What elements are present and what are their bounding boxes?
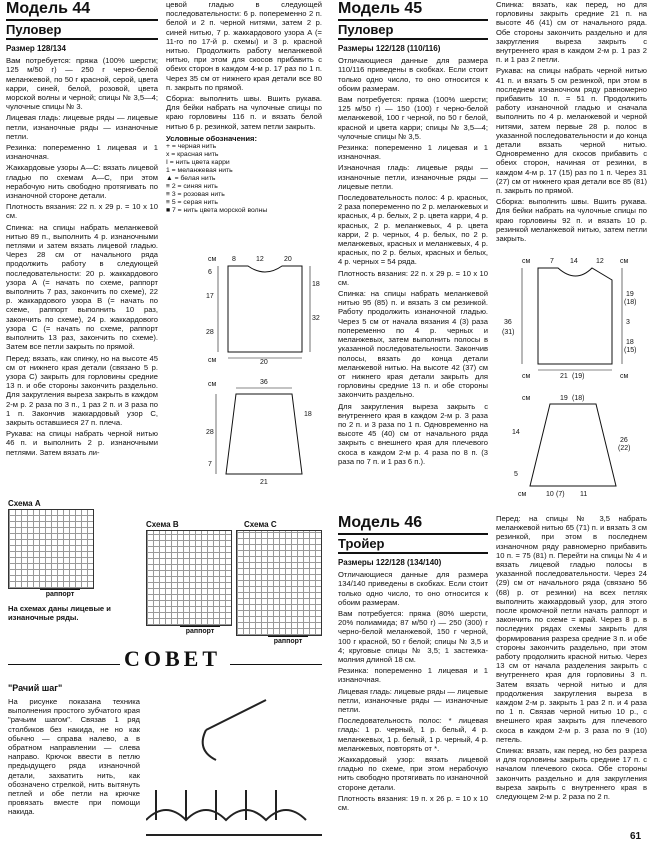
sovet-heading: СОВЕТ — [124, 646, 222, 671]
sovet-rule — [8, 664, 120, 665]
diagram-label: 7 — [208, 461, 212, 468]
model44-paragraph: Лицевая гладь: лицевые ряды — лицевые петли, изнаночные ряды — изнаночные петли. — [6, 113, 158, 141]
model45-paragraph: Спинка: на спицы набрать меланжевой нитью 95 (85) п. и вязать 3 см резинкой. Работу продолжить изнаночной гладью. Через 5 см от начала вязания 4 (3) раза попеременно по 4 р. черных и меланжевых, затем выполнить полосы в указанной последовательности. Закончив полосы, вязать до конца детали меланжевой нитью. На высоте 42 (37) см от нижнего края детали закрыть для горловины средние 13 п. и обе стороны закончить раздельно. — [338, 289, 488, 400]
legend-item: ≡ 5 = серая нить — [166, 199, 218, 207]
diagram-label: см — [208, 381, 217, 388]
diagram-label: 18 — [304, 411, 312, 418]
schema-a-rapport: раппорт — [40, 589, 80, 599]
model46-paragraph: Вам потребуется: пряжа (80% шерсти, 20% полиамида; 87 м/50 г) — 250 (300) г черно-белой меланжевой, 150 г черной, 100 г красной, 50 г белой; спицы № 3,5 и 4; круговые спицы № 3,5; 1 застежка-молния длиной 18 см. — [338, 609, 488, 665]
model46-paragraph: Жаккардовый узор: вязать лицевой гладью по схеме, при этом нерабочую нить свободно протягивать по изнаночной стороне детали. — [338, 755, 488, 792]
diagram-label: см — [522, 395, 531, 402]
diagram-label: (31) — [502, 329, 515, 336]
model44-paragraph: цевой гладью в следующей последовательности: 6 р. попеременно 2 п. белой и 2 п. черной нитями, затем 2 р. синей нитью, 7 р. жаккардового узора A (= 11-го по 17-й р. схемы) и 3 р. красной нитью. Продолжить работу меланжевой нитью, при этом для скосов прибавить с обеих сторон в каждом 4-м р. 17 раз по 1 п. Через 35 см от нижнего края детали все 80 п. закрыть по прямой. — [166, 0, 322, 92]
diagram-label: 21 — [560, 373, 568, 380]
schema-b-title: Схема B — [146, 520, 179, 529]
legend-item: ≡ 2 = синяя нить — [166, 183, 218, 191]
diagram-label: 28 — [206, 429, 214, 436]
schema-b-grid — [146, 530, 232, 626]
model46-continued-column — [496, 514, 647, 803]
crochet-illustration — [146, 690, 322, 840]
diagram-label: 28 — [206, 329, 214, 336]
diagram-label: 10 — [546, 491, 554, 498]
model44-size: Размер 128/134 — [6, 44, 66, 53]
schema-b-rapport: раппорт — [180, 626, 220, 636]
schema-c-rapport: раппорт — [268, 636, 308, 646]
legend-title: Условные обозначения: — [166, 133, 258, 143]
legend-item: ■ 7 = нить цвета морской волны — [166, 207, 268, 215]
model44-column — [6, 0, 158, 459]
model46-paragraph: Спинка: вязать, как перед, но без разреза и для горловины закрыть средние 17 п. с началом плечевого скоса. Обе стороны закончить раздельно и для закругления выреза закрыть с внутреннего края в следующем 2-м р. 2 раза по 2 п. — [496, 746, 647, 802]
sovet-text: На рисунке показана техника выполнения простого зубчатого края "рачьим шагом". Связав 1 ряд столбиков без накида, не но как обычно — справа налево, а в обратном направлении — слева направо. Крючок ввести в петлю предыдущего ряда изнаночной детали, захватить нить, как обозначено стрелкой, нить вытянуть петлей и обе петли на крючке провязать вместе при помощи накида. — [8, 697, 140, 817]
model46-paragraph: Резинка: попеременно 1 лицевая и 1 изнаночная. — [338, 666, 488, 685]
schema-c-title: Схема C — [244, 520, 277, 529]
model45-continued-column — [496, 0, 647, 245]
schema-a-grid — [8, 509, 94, 589]
legend — [166, 143, 322, 215]
model46-paragraph: Перед: на спицы № 3,5 набрать меланжевой нитью 65 (71) п. и вязать 3 см резинкой, при этом в последнем изнаночном ряду равномерно прибавить 10 п. = 75 (81) п. Перейти на спицы № 4 и вязать лицевой гладью полосы в указанной последовательности. Через 24 (29) см от начального ряда (связано 56 (68) р. от резинки) на всех петлях выполнить жаккардовый узор, для этого после кромочной петли начать раппорт и закончить по схеме = край. Через 8 р. в последних рядах схемы закрыть для формирования разреза средние 3 п. и обе стороны закончить раздельно, при этом работу продолжить красной нитью. Через 13 см от начала разделения закрыть с внутреннего края для горловины 3 п. Затем вязать черной нитью и для продолжения закругления выреза в каждом 2-м р. закрыть 1 раз 2 п. и 4 раза по 1 п. Связав черной нитью 10 р., с внешнего края закрыть для плечевого скоса в каждом 2-м р. 3 раза по 9 (10) петель. — [496, 514, 647, 744]
model46-column — [338, 514, 488, 814]
schema-note: На схемах даны лицевые и изнаночные ряды. — [8, 604, 111, 623]
model44-paragraph: Плотность вязания: 22 п. х 29 р. = 10 х 10 см. — [6, 202, 158, 221]
model44-paragraph: Спинка: на спицы набрать меланжевой нитью 89 п., выполнить 4 р. изнаночными петлями и затем вязать лицевой гладью. Через 28 см от начального ряда продолжить работу в следующей последовательности: 20 р. жаккардового узора A (= начать по схеме, раппорт выполнить 7 раз, закончить по схеме), 22 р. жаккардового узора B (= начать по схеме, раппорт выполнить 10 раз, закончить по схеме), 24 р. жаккардового узора C (= начать по схеме, раппорт выполнить 13 раз, закончить по схеме). Затем все петли закрыть по прямой. — [6, 222, 158, 352]
diagram-label: (19) — [572, 373, 585, 380]
diagram-label: 18 — [626, 339, 634, 346]
model46-size: Размеры 122/128 (134/140) — [338, 558, 442, 567]
diagram-label: 8 — [232, 256, 236, 263]
model45-size: Размеры 122/128 (110/116) — [338, 44, 441, 53]
diagram-label: (7) — [556, 491, 565, 498]
diagram-label: 17 — [206, 293, 214, 300]
model45-paragraph: Сборка: выполнить швы. Вшить рукава. Для бейки набрать на чулочные спицы по краю горловины 92 п. и вязать 10 р. резинкой меланжевой нитью, затем петли закрыть. — [496, 197, 647, 244]
model46-paragraph: Плотность вязания: 19 п. х 26 р. = 10 х 10 см. — [338, 793, 488, 813]
diagram-label: (18) — [624, 299, 637, 306]
sovet-title: "Рачий шаг" — [8, 683, 63, 693]
diagram-label: 36 — [504, 319, 512, 326]
diagram-label: см — [620, 258, 629, 265]
model45-paragraph: Изнаночная гладь: лицевые ряды — изнаночные петли, изнаночные ряды — лицевые петли. — [338, 163, 488, 191]
model45-paragraph: Спинка: вязать, как перед, но для горловины закрыть средние 21 п. на высоте 46 (41) см от начального ряда. Обе стороны закончить раздельно и для закругления выреза закрыть с внутреннего края в каждом 2-м р. 1 раз 2 п. и 1 раз 2 петли. — [496, 0, 647, 65]
diagram-label: (15) — [624, 347, 637, 354]
model44-paragraph: Рукава: на спицы набрать черной нитью 46 п. и выполнить 2 р. изнаночными петлями. Затем вязать ли- — [6, 429, 158, 457]
model44-paragraph: Вам потребуется: пряжа (100% шерсти; 125 м/50 г) — 250 г черно-белой меланжевой, по 50 г красной, серой, цвета карри, синей, белой, розовой, цвета морской волны и черной; спицы № 3,5—4; чулочные спицы № 3. — [6, 56, 158, 112]
diagram-label: 19 — [560, 395, 568, 402]
legend-item: ≡ 3 = розовая нить — [166, 191, 225, 199]
model45-paragraph: Для закругления выреза закрыть с внутреннего края в каждом 2-м р. 3 раза по 2 п. и 3 раза по 1 п. Одновременно на высоте 45 (40) см от начального ряда закрыть с внешнего края для плечевого скоса в каждом 2-м р. 4 раза по 8 п. (3 раза по 7 п. и 1 раз 6 п.). — [338, 401, 488, 466]
diagram-label: 5 — [514, 471, 518, 478]
model45-pattern-diagram — [500, 254, 650, 500]
model45-subtitle: Пуловер — [338, 19, 488, 40]
model44-pattern-diagram — [206, 252, 326, 488]
model45-paragraph: Рукава: на спицы набрать черной нитью 41 п. и вязать 5 см резинкой, при этом в последнем изнаночном ряду равномерно прибавить 10 п. = 51 п. Продолжить работу изнаночной гладью и сначала выполнить по 4 р. меланжевой и черной нитями, затем первые 28 р. полос в указанной последовательности и до конца детали вязать черной нитью. Одновременно для скосов прибавить с обеих сторон, начиная от резинки, в каждом 4-м р. 17 (15) раз по 1 п. Через 31 (27) см от нижнего края детали все 85 (81) п. закрыть по прямой. — [496, 66, 647, 196]
model46-paragraph: Лицевая гладь: лицевые ряды — лицевые петли, изнаночные ряды — изнаночные петли. — [338, 686, 488, 715]
legend-item: х = красная нить — [166, 151, 219, 159]
diagram-label: 18 — [312, 281, 320, 288]
legend-item: ▲ = белая нить — [166, 175, 216, 183]
diagram-label: 7 — [550, 258, 554, 265]
diagram-label: 3 — [626, 319, 630, 326]
model44-subtitle: Пуловер — [6, 19, 158, 40]
diagram-label: 26 — [620, 437, 628, 444]
model46-paragraph: Последовательность полос: * лицевая гладь: 1 р. черный, 1 р. белый, 4 р. меланжевых, 1 р. белый, 1 р. черный, 4 р. меланжевых, повторять от *. — [338, 716, 488, 753]
legend-item: I = нить цвета карри — [166, 159, 230, 167]
model44-paragraph: Перед: вязать, как спинку, но на высоте 45 см от нижнего края детали (связано 5 р. узора C) закрыть для горловины средние 13 п. и обе стороны закончить раздельно. Для закругления выреза закрыть в каждом 2-м р. 2 раза по 3 п., 1 раз 2 п. и 3 раза по 1 п. Закончив жаккардовый узор C, закрыть оставшиеся 27 п. плеча. — [6, 353, 158, 427]
model44-continued-column — [166, 0, 322, 215]
diagram-label: 19 — [626, 291, 634, 298]
page-number: 61 — [630, 831, 642, 842]
diagram-label: 32 — [312, 315, 320, 322]
diagram-label: см — [208, 256, 217, 263]
model46-subtitle: Тройер — [338, 533, 488, 554]
model46-title: Модель 46 — [338, 514, 423, 531]
diagram-label: (18) — [572, 395, 585, 402]
model44-title: Модель 44 — [6, 0, 91, 17]
model45-paragraph: Плотность вязания: 22 п. х 29 р. = 10 х 10 см. — [338, 268, 488, 287]
diagram-label: см — [522, 373, 531, 380]
diagram-label: (22) — [618, 445, 631, 452]
legend-item: + = черная нить — [166, 143, 217, 151]
diagram-label: 6 — [208, 269, 212, 276]
diagram-label: 12 — [256, 256, 264, 263]
diagram-label: см — [208, 357, 217, 364]
diagram-label: 12 — [596, 258, 604, 265]
model46-paragraph: Отличающиеся данные для размера 134/140 приведены в скобках. Если стоит только одно число, то оно относится к обоим размерам. — [338, 570, 488, 607]
diagram-label: 11 — [580, 491, 588, 498]
model45-paragraph: Последовательность полос: 4 р. красных, 2 раза попеременно по 2 р. меланжевых и красных, 4 р. белых, 2 р. цвета карри, 4 р. красных, 2 р. меланжевых, 4 р. цвета карри, 2 р. черных, 4 р. белых, по 2 р. меланжевых, красных и меланжевых, 4 р. красных, по 2 р. белых, красных и белых, 4 р. черных = 54 ряда. — [338, 193, 488, 267]
diagram-label: 14 — [512, 429, 520, 436]
schema-c-grid — [236, 530, 322, 636]
model45-paragraph: Отличающиеся данные для размера 110/116 приведены в скобках. Если стоит только одно число, то оно относится к обоим размерам. — [338, 56, 488, 93]
model45-column — [338, 0, 488, 468]
model45-title: Модель 45 — [338, 0, 423, 17]
model44-paragraph: Резинка: попеременно 1 лицевая и 1 изнаночная. — [6, 143, 158, 162]
sovet-rule — [230, 664, 322, 665]
diagram-label: см — [518, 491, 527, 498]
model45-paragraph: Вам потребуется: пряжа (100% шерсти; 125 м/50 г) — 150 (100) г черно-белой меланжевой, 100 г черной, по 50 г белой, красной и цвета карри; спицы № 3,5—4; чулочные спицы № 3,5. — [338, 95, 488, 141]
diagram-label: 20 — [260, 359, 268, 366]
diagram-label: 36 — [260, 379, 268, 386]
model44-paragraph: Жаккардовые узоры A—C: вязать лицевой гладью по схемам A—C, при этом нерабочую нить свободно протягивать по изнаночной стороне детали. — [6, 163, 158, 201]
diagram-label: см — [620, 373, 629, 380]
diagram-label: 21 — [260, 479, 268, 486]
diagram-label: 14 — [570, 258, 578, 265]
model44-paragraph: Сборка: выполнить швы. Вшить рукава. Для бейки набрать на чулочные спицы по краю горловины 116 п. и вязать белой нитью 6 р. резинкой, затем петли закрыть. — [166, 94, 322, 131]
legend-item: 1 = меланжевая нить — [166, 167, 233, 175]
diagram-label: см — [522, 258, 531, 265]
diagram-label: 20 — [284, 256, 292, 263]
schema-a-title: Схема A — [8, 499, 41, 508]
model45-paragraph: Резинка: попеременно 1 лицевая и 1 изнаночная. — [338, 143, 488, 162]
